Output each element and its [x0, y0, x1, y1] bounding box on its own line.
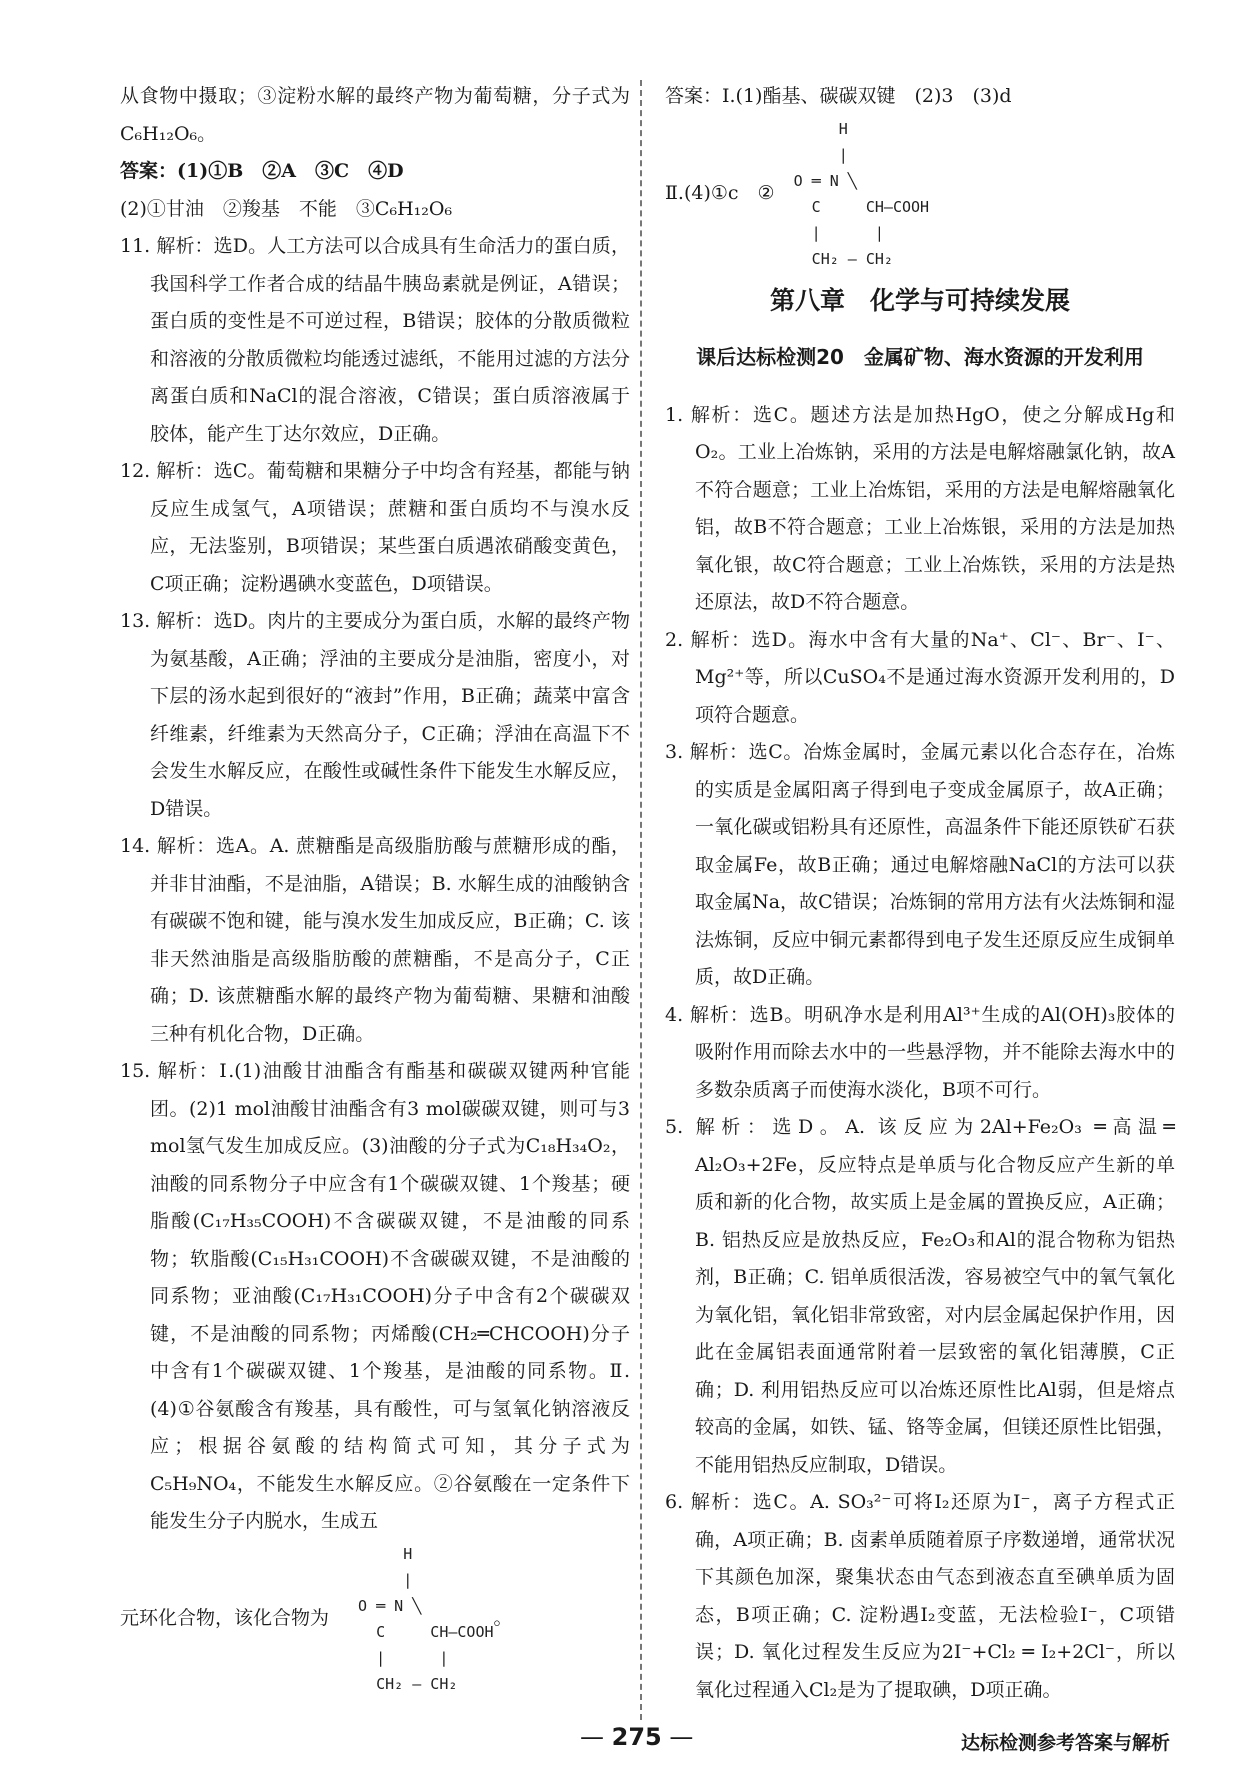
question-4: 4. 解析：选B。明矾净水是利用Al³⁺生成的Al(OH)₃胶体的吸附作用而除去水中的一些悬浮物，并不能除去海水中的多数杂质离子而使海水淡化，B项不可行。	[665, 1003, 1175, 1101]
structure-line	[120, 1541, 630, 1697]
paragraph: 。	[493, 1606, 513, 1629]
answer-structure	[665, 116, 1175, 272]
paragraph: 元环化合物，该化合物为	[120, 1606, 330, 1629]
question-1: 1. 解析：选C。题述方法是加热HgO，使之分解成Hg和O₂。工业上冶炼钠，采用的方法是电解熔融氯化钠，故A不符合题意；工业上冶炼铝，采用的方法是电解熔融氧化铝，故B不符合题意；工业上冶炼银，采用的方法是加热氧化银，故C符合题意；工业上冶炼铁，采用的方法是热还原法，故D不符合题意。	[665, 403, 1175, 613]
chemical-structure: H | O ═ N ╲ C CH—COOH | | CH₂ — CH₂	[358, 1544, 494, 1693]
question-12: 12. 解析：选C。葡萄糖和果糖分子中均含有羟基，都能与钠反应生成氢气，A项错误；蔗糖和蛋白质均不与溴水反应，无法鉴别，B项错误；某些蛋白质遇浓硝酸变黄色，C项正确；淀粉遇碘水变蓝色，D项错误。	[120, 460, 630, 595]
left-column	[120, 78, 630, 1697]
question-6: 6. 解析：选C。A. SO₃²⁻可将I₂还原为I⁻，离子方程式正确，A项正确；B. 卤素单质随着原子序数递增，通常状况下其颜色加深，聚集状态由气态到液态直至碘单质为固态，B项正确；C. 淀粉遇I₂变蓝，无法检验I⁻，C项错误；D. 氧化过程发生反应为2I⁻+Cl₂ ═ I₂+2Cl⁻，所以氧化过程通入Cl₂是为了提取碘，D项正确。	[665, 1491, 1175, 1701]
question-11: 11. 解析：选D。人工方法可以合成具有生命活力的蛋白质，我国科学工作者合成的结晶牛胰岛素就是例证，A错误；蛋白质的变性是不可逆过程，B错误；胶体的分散质微粒和溶液的分散质微粒均能透过滤纸，不能用过滤的方法分离蛋白质和NaCl的混合溶液，C错误；蛋白质溶液属于胶体，能产生丁达尔效应，D正确。	[120, 235, 630, 445]
right-column	[665, 78, 1175, 1709]
question-2: 2. 解析：选D。海水中含有大量的Na⁺、Cl⁻、Br⁻、I⁻、Mg²⁺等，所以CuSO₄不是通过海水资源开发利用的，D项符合题意。	[665, 628, 1175, 726]
answer-line: (2)①甘油 ②羧基 不能 ③C₆H₁₂O₆	[120, 197, 453, 220]
answer-line: Ⅱ.(4)①c ②	[665, 181, 775, 204]
question-5: 5. 解析：选D。A. 该反应为2Al+Fe₂O₃ ═高温═ Al₂O₃+2Fe，反应特点是单质与化合物反应产生新的单质和新的化合物，故实质上是金属的置换反应，A正确；B. 铝热反应是放热反应，Fe₂O₃和Al的混合物称为铝热剂，B正确；C. 铝单质很活泼，容易被空气中的氧气氧化为氧化铝，氧化铝非常致密，对内层金属起保护作用，因此在金属铝表面通常附着一层致密的氧化铝薄膜，C正确；D. 利用铝热反应可以冶炼还原性比Al弱，但是熔点较高的金属，如铁、锰、铬等金属，但镁还原性比铝强，不能用铝热反应制取，D错误。	[665, 1116, 1175, 1476]
answer-line: 答案：Ⅰ.(1)酯基、碳碳双键 (2)3 (3)d	[665, 85, 1012, 107]
footer-label: 达标检测参考答案与解析	[960, 1732, 1170, 1754]
question-14: 14. 解析：选A。A. 蔗糖酯是高级脂肪酸与蔗糖形成的酯，并非甘油酯，不是油脂，A错误；B. 水解生成的油酸钠含有碳碳不饱和键，能与溴水发生加成反应，B正确；C. 该非天然油脂是高级脂肪酸的蔗糖酯，不是高分子，C正确；D. 该蔗糖酯水解的最终产物为葡萄糖、果糖和油酸三种有机化合物，D正确。	[120, 835, 630, 1045]
answer-line: 答案：(1)①B ②A ③C ④D	[120, 160, 404, 182]
chemical-structure: H | O ═ N ╲ C CH—COOH | | CH₂ — CH₂	[793, 119, 930, 268]
question-3: 3. 解析：选C。冶炼金属时，金属元素以化合态存在，冶炼的实质是金属阳离子得到电子变成金属原子，故A正确；一氧化碳或铝粉具有还原性，高温条件下能还原铁矿石获取金属Fe，故B正确；通过电解熔融NaCl的方法可以获取金属Na，故C错误；冶炼铜的常用方法有火法炼铜和湿法炼铜，反应中铜元素都得到电子发生还原反应生成铜单质，故D正确。	[665, 741, 1175, 988]
section-title: 课后达标检测20 金属矿物、海水资源的开发利用	[696, 345, 1144, 369]
paragraph: 从食物中摄取；③淀粉水解的最终产物为葡萄糖，分子式为C₆H₁₂O₆。	[120, 85, 630, 145]
question-15: 15. 解析：Ⅰ.(1)油酸甘油酯含有酯基和碳碳双键两种官能团。(2)1 mol油酸甘油酯含有3 mol碳碳双键，则可与3 mol氢气发生加成反应。(3)油酸的分子式为C₁₈H₃₄O₂，油酸的同系物分子中应含有1个碳碳双键、1个羧基；硬脂酸(C₁₇H₃₅COOH)不含碳碳双键，不是油酸的同系物；软脂酸(C₁₅H₃₁COOH)不含碳碳双键，不是油酸的同系物；亚油酸(C₁₇H₃₁COOH)分子中含有2个碳碳双键，不是油酸的同系物；丙烯酸(CH₂═CHCOOH)分子中含有1个碳碳双键、1个羧基，是油酸的同系物。Ⅱ.(4)①谷氨酸含有羧基，具有酸性，可与氢氧化钠溶液反应；根据谷氨酸的结构简式可知，其分子式为C₅H₉NO₄，不能发生水解反应。②谷氨酸在一定条件下能发生分子内脱水，生成五	[120, 1060, 630, 1532]
page-number: — 275 —	[580, 1723, 693, 1751]
column-divider	[640, 80, 642, 1720]
question-13: 13. 解析：选D。肉片的主要成分为蛋白质，水解的最终产物为氨基酸，A正确；浮油的主要成分是油脂，密度小，对下层的汤水起到很好的“液封”作用，B正确；蔬菜中富含纤维素，纤维素为天然高分子，C正确；浮油在高温下不会发生水解反应，在酸性或碱性条件下能发生水解反应，D错误。	[120, 610, 630, 820]
chapter-title: 第八章 化学与可持续发展	[769, 285, 1070, 315]
